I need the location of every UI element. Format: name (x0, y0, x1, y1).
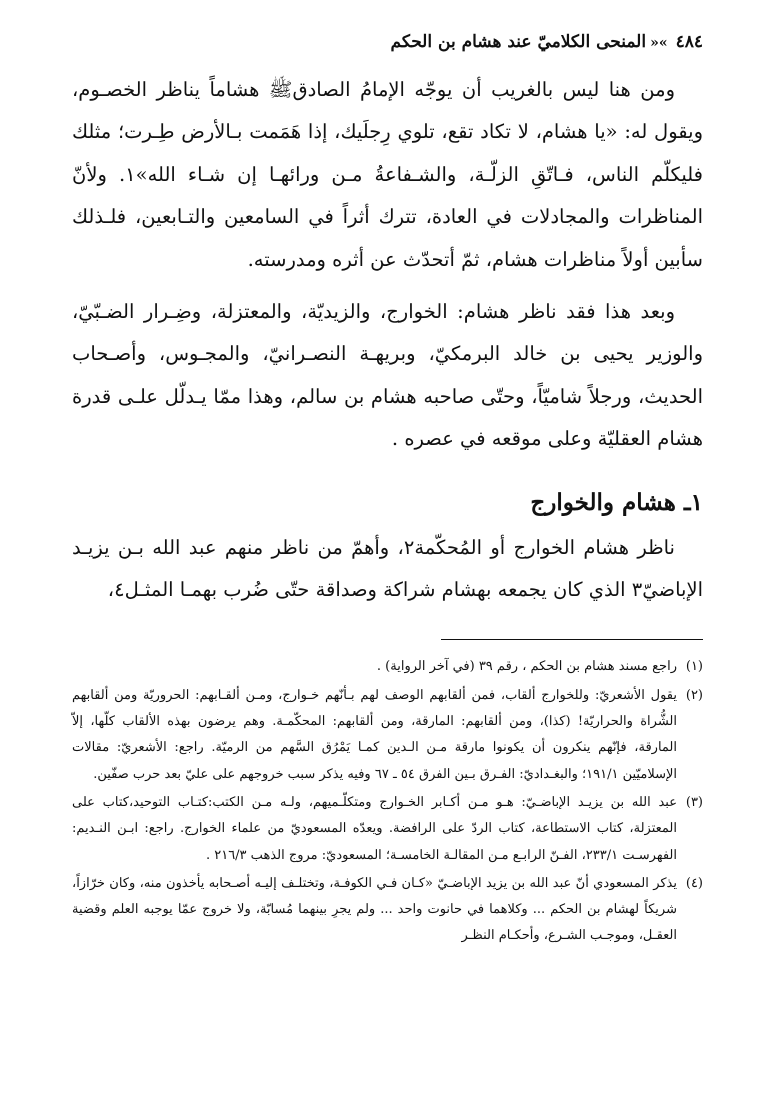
page-number: ٤٨٤ (675, 32, 703, 52)
footnote-number: (٣) (685, 794, 703, 810)
paragraph: وبعد هذا فقد ناظر هشام: الخوارج، والزيديّة، والمعتزلة، وضِـرار الضـبّيّ، والوزير يحيى بن خالد البرمكيّ، وبريهـة النصـرانيّ، والمجـوس، وأصـحاب الحديث، ورجلاً شاميّاً، وحتّى صاحبه هشام بن سالم، وهذا ممّا يـدلّل علـى قدرة هشام العقليّة وعلى موقعه في عصره . (72, 300, 703, 451)
running-header (72, 30, 703, 55)
footnote-text: عبد الله بن يزيـد الإباضـيّ: هـو مـن أكـابر الخـوارج ومتكلّـميهم، ولـه مـن الكتب:كتـاب التوحيد،كتاب على المعتزلة، كتاب الاستطاعة، كتاب الردّ على الرافضة. ويعدّه المسعوديّ من علماء الخوارج. راجع: ابـن النـديم: الفهرسـت ٢٣٣/١، الفـنّ الرابـع مـن المقالـة الخامسـة؛ المسعوديّ: مروج الذهب ٢١٦/٣ . (72, 794, 677, 863)
footnote-number: (٢) (685, 687, 703, 703)
footnote (72, 683, 703, 788)
footnote-text: يقول الأشعريّ: وللخوارج ألقاب، فمن ألقابهم الوصف لهم بـأنّهم خـوارج، ومـن ألقـابهم: الحروريّة ومن ألقابهم الشُّراة والحراريّة! (كذا)، ومن ألقابهم: المارقة، ومن ألقابهم: المحكّمـة. وهم يرضون بهذه الألقاب كلّها، إلاّ المارقة، فإنّهم ينكرون أن يكونوا مارقة مـن الـدين كمـا يَمْرُق السَّهم من الرميّة. راجع: الأشعريّ: مقالات الإسلاميّين ١٩١/١؛ والبغـداديّ: الفـرق بـين الفرق ٥٤ ـ ٦٧ وفيه يذكر سبب خروجهم على عليّ بعد حرب صفّين. (72, 687, 677, 782)
header-separator: »« (650, 35, 668, 51)
footnotes (72, 654, 703, 949)
paragraph: ناظر هشام الخوارج أو المُحكّمة٢، وأهمّ من ناظر منهم عبد الله بـن يزيـد الإباضيّ٣ الذي كان يجمعه بهشام شراكة وصداقة حتّى ضُرب بهمـا المثـل٤، (72, 535, 703, 602)
footnote (72, 871, 703, 950)
footnote (72, 654, 703, 680)
footnote (72, 790, 703, 869)
footnote-number: (١) (685, 659, 703, 675)
section-heading: ١ـ هشام والخوارج (530, 488, 703, 516)
body-text (72, 69, 703, 611)
paragraph: ومن هنا ليس بالغريب أن يوجّه الإمامُ الصادقﷺ هشاماً يناظر الخصـوم، ويقول له: «يا هشام، لا تكاد تقع، تلوي رِجلَيك، إذا هَمَمت بـالأرض طِـرت؛ مثلك فليكلّم الناس، فـاتّقِ الزلّـة، والشـفاعةُ مـن ورائهـا إن شـاء الله»١. ولأنّ المناظرات والمجادلات في العادة، تترك أثراً في السامعين والتـابعين، فلـذلك سأبين أولاً مناظرات هشام، ثمّ أتحدّث عن أثره ومدرسته. (72, 78, 703, 271)
footnote-divider (441, 639, 703, 640)
running-title: المنحى الكلاميّ عند هشام بن الحكم (390, 32, 647, 52)
footnote-text: راجع مسند هشام بن الحكم ، رقم ٣٩ (في آخر الرواية) . (376, 659, 677, 675)
footnote-text: يذكر المسعودي أنّ عبد الله بن يزيد الإباضـيّ «كـان فـي الكوفـة، وتختلـف إليـه أصـحابه يأخذون منه، وكان خرّازاً، شريكاً لهشام بن الحكم ... وكلاهما في حانوت واحد ... ولم يجرِ بينهما مُسابّة، ولا خروج عمّا يوجبه العلم وقضية العقـل، وموجـب الشـرع، وأحكـام النظـر (72, 875, 677, 944)
footnote-number: (٤) (685, 875, 703, 891)
